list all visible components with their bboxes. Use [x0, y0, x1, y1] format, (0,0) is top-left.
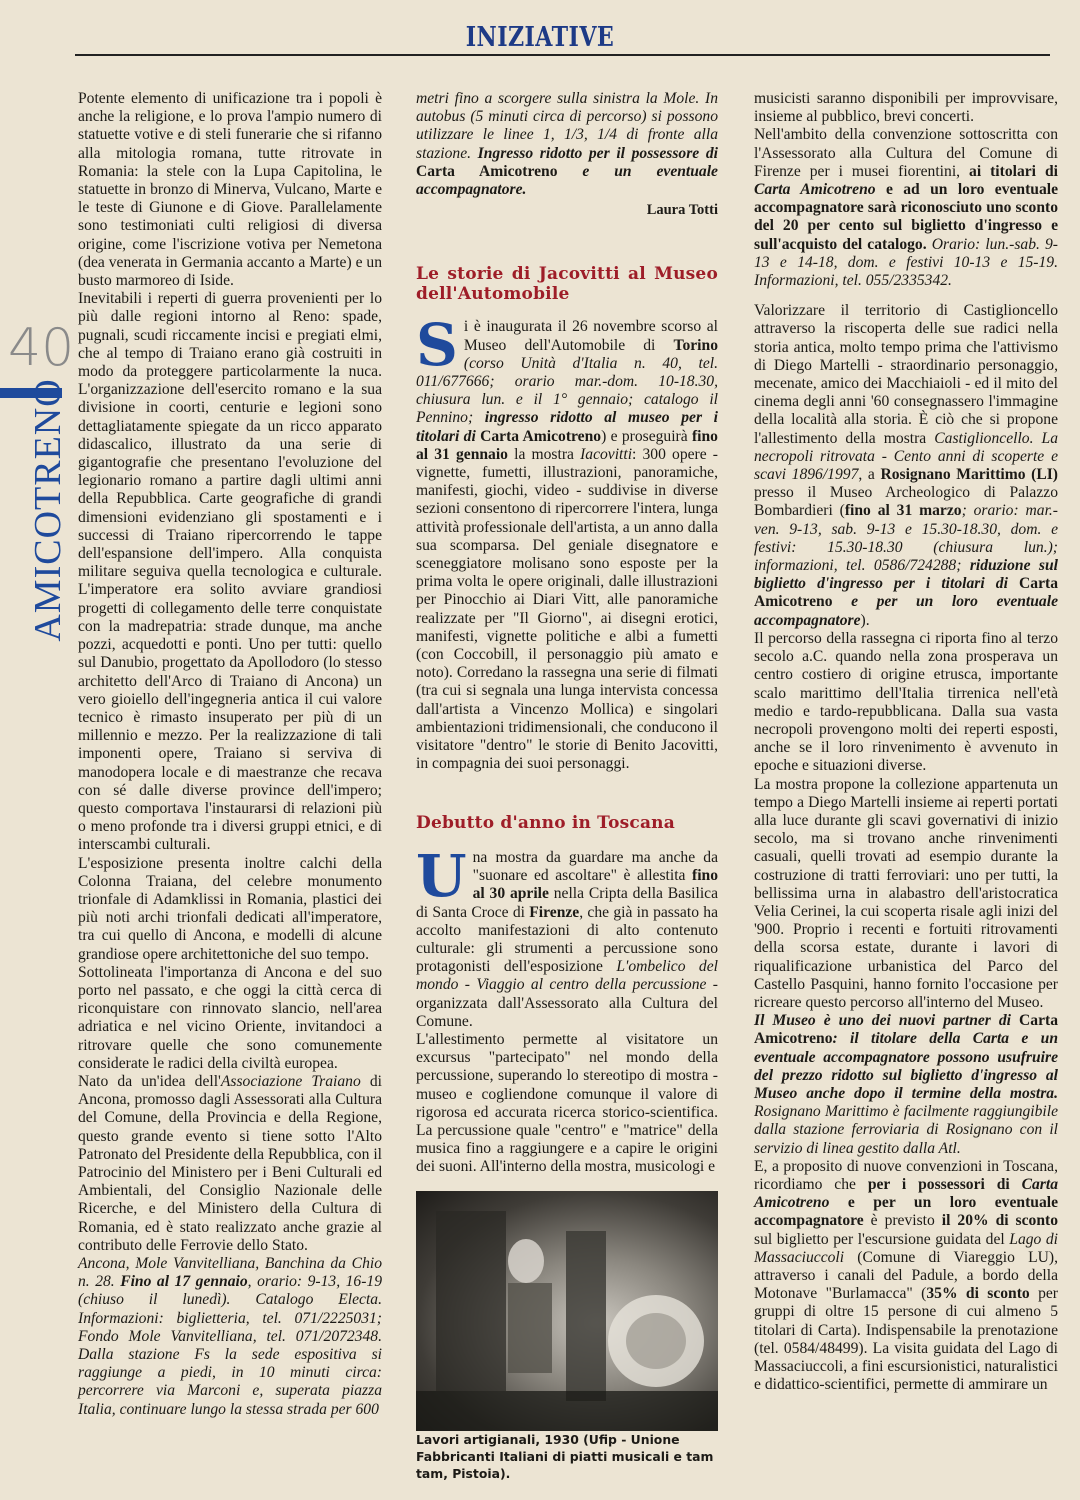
paragraph: Potente elemento di unificazione tra i popoli è anche la religione, e lo prova l'ampio numero di statuette votive e di steli funerarie che si rifanno alla mitologia romana, tutte ritrovate in Romania: la stele con la Lupa Capitolina, le statuette in bronzo di Minerva, Vulcano, Marte e le teste di Giunone e di Giove. Parallelamente sono testimoniati culti religiosi di diversa origine, come l'iscrizione votiva per Nemetona (dea venerata in Germania accanto a Marte) e un busto marmoreo di Iside.: [78, 90, 382, 290]
paragraph: L'allestimento permette al visitatore un excursus "partecipato" nel mondo della percussione, superando lo stereotipo di mostra - museo e cogliendone comunque il valore di rigorosa ed accurata ricerca storico-scientifica. La percussione quale "centro" e "matrice" della musica fino a raggiungere e a capire le origini dei suoni. All'interno della mostra, musicologi e: [416, 1031, 718, 1176]
column-3: [754, 90, 1058, 1394]
paragraph: La mostra propone la collezione appartenuta un tempo a Diego Martelli insieme ai reperti portati alla luce durante gli scavi governativi di inizio secolo, ma si trovano anche rinvenimenti casuali, quelli trovati ad esempio durante la costruzione di tratti ferroviari: uno per tutti, la bellissima urna in alabastro dell'aristocratica Velia Cerinei, la cui scoperta risale agli inizi del '900. Proprio i recenti e fortuiti ritrovamenti della scorsa estate, durante i lavori di riqualificazione urbanistica del Parco del Castello Pasquini, hanno fornito l'occasione per ricreare questo percorso all'interno del Museo.: [754, 775, 1058, 1011]
paragraph: metri fino a scorgere sulla sinistra la Mole. In autobus (5 minuti circa di percorso) si possono utilizzare le linee 1, 1/3, 1/4 di fronte alla stazione. Ingresso ridotto per il possessore di Carta Amicotreno e un eventuale accompagnatore.: [416, 90, 718, 199]
paragraph: Il Museo è uno dei nuovi partner di Carta Amicotreno: il titolare della Carta e un eventuale accompagnatore possono usufruire del prezzo ridotto sul biglietto d'ingresso al Museo anche dopo il termine della mostra. Rosignano Marittimo è facilmente raggiungibile dalla stazione ferroviaria di Rosignano con il servizio di linea gestito dalla Atl.: [754, 1012, 1058, 1157]
article-heading-toscana: Debutto d'anno in Toscana: [416, 812, 675, 833]
section-title: INIZIATIVE: [465, 22, 615, 53]
workshop-photo: [416, 1191, 718, 1431]
paragraph: Nell'ambito della convenzione sottoscritta con l'Assessorato alla Cultura del Comune di Firenze per i musei fiorentini, ai titolari di Carta Amicotreno e ad un loro eventuale accompagnatore sarà riconosciuto uno sconto del 20 per cento sul biglietto d'ingresso e sull'acquisto del catalogo. Orario: lun.-sab. 9-13 e 14-18, dom. e festivi 10-13 e 15-19. Informazioni, tel. 055/2335342.: [754, 126, 1059, 290]
paragraph: L'esposizione presenta inoltre calchi della Colonna Traiana, del celebre monumento trionfale di Adamklissi in Romania, plastici dei più noti archi trionfali dedicati all'imperatore, tra cui quello di Ancona, e modelli di alcune grandiose opere architettoniche del suo tempo.: [78, 854, 382, 963]
column-1: [78, 90, 382, 1419]
paragraph: Il percorso della rassegna ci riporta fino al terzo secolo a.C. quando nella zona prosperava un centro costiero di origine etrusca, importante scalo marittimo dell'Italia tirrenica nell'età medio e tardo-repubblicana. Dalla sua vasta necropoli provengono molti dei reperti esposti, anche se il loro rinvenimento è avvenuto in epoche e situazioni diverse.: [754, 629, 1058, 775]
drop-cap: U: [416, 842, 467, 910]
paragraph: musicisti saranno disponibili per improvvisare, insieme al pubblico, brevi concerti.: [754, 90, 1058, 126]
drop-cap: S: [416, 311, 458, 380]
column-2: [416, 90, 718, 1482]
paragraph: Inevitabili i reperti di guerra provenienti per lo più dalle regioni intorno al Reno: spade, pugnali, scudi riccamente incisi e pregiati elmi, che al tempo di Traiano erano già costruiti in modo da proteggere particolarmente la nuca. L'organizzazione dell'esercito romano e la sua divisione in coorti, centurie e legioni sono dettagliatamente spiegate da un ricco apparato didascalico, illustrato da una serie di gigantografie che presentano l'evoluzione del legionario romano a partire dagli ultimi anni della Repubblica. Carte geografiche di grandi dimensioni evidenziano gli spostamenti e i successi di Traiano ripercorrendo le tappe dell'espansione dell'impero. Alla conquista militare seguiva quella tecnologica e culturale. L'imperatore era solito avviare grandiosi progetti di collegamento delle terre conquistate con la madrepatria: strade dunque, ma anche pozzi, acquedotti e ponti. Uno per tutti: quello sul Danubio, progettato da Apollodoro (lo stesso architetto dell'Arco di Traiano di Ancona) un vero gioiello dell'ingegneria antica il cui valore tecnico è rimasto insuperato per più di un millennio e mezzo. Per la realizzazione di tali imponenti opere, Traiano si serviva di manodopera locale e di maestranze che recava con sé dalle diverse province dell'impero; questo comportava l'instaurarsi di relazioni più o meno profonde tra i diversi gruppi etnici, e di interscambi culturali.: [78, 290, 382, 854]
article-heading-jacovitti: Le storie di Jacovitti al Museo dell'Automobile: [416, 264, 718, 304]
paragraph: Sottolineata l'importanza di Ancona e del suo porto nel passato, e che oggi la città cerca di riconquistare con rinnovato slancio, nell'area adriatica e nel vicino Oriente, invitandoci a ritrovare quelle che sono comunemente considerate le radici della civiltà europea.: [78, 963, 382, 1072]
paragraph: Valorizzare il territorio di Castiglioncello attraverso la riscoperta delle sue radici nella storia antica, molto tempo prima che l'attivismo di Diego Martelli - straordinario personaggio, mecenate, amico dei Macchiaioli - ed il mito del cinema degli anni '60 consegnassero l'immagine della località alla storia. È ciò che si propone l'allestimento della mostra Castiglioncello. La necropoli ritrovata - Cento anni di scoperte e scavi 1896/1997, a Rosignano Marittimo (LI) presso il Museo Archeologico di Palazzo Bombardieri (fino al 31 marzo; orario: mar.-ven. 9-13, sab. 9-13 e 15.30-18.30, dom. e festivi: 15.30-18.30 (chiusura lun.); informazioni, tel. 0586/724288; riduzione sul biglietto d'ingresso per i titolari di Carta Amicotreno e per un loro eventuale accompagnatore).: [754, 302, 1058, 629]
paragraph: Una mostra da guardare ma anche da "suonare ed ascoltare" è allestita fino al 30 aprile nella Cripta della Basilica di Santa Croce di Firenze, che già in passato ha accolto manifestazioni di alto contenuto culturale: gli strumenti a percussione sono protagonisti dell'esposizione L'ombelico del mondo - Viaggio al centro della percussione - organizzata dall'Assessorato alla Cultura del Comune.: [416, 842, 718, 1030]
paragraph: Nato da un'idea dell'Associazione Traiano di Ancona, promosso dagli Assessorati alla Cultura del Comune, della Provincia e della Regione, questo grande evento si tiene sotto l'Alto Patronato del Presidente della Repubblica, con il Patrocinio del Ministero per i Beni Culturali ed Ambientali, del Consiglio Nazionale delle Ricerche, e del Ministero della Cultura di Romania, ed è stato realizzato anche grazie al contributo delle Ferrovie dello Stato.: [78, 1072, 382, 1254]
page-number: 40: [8, 318, 75, 378]
photo-illustration: [416, 1191, 718, 1431]
paragraph: E, a proposito di nuove convenzioni in Toscana, ricordiamo che per i possessori di Carta Amicotreno e per un loro eventuale accompagnatore è previsto il 20% di sconto sul biglietto per l'escursione guidata del Lago di Massaciuccoli (Comune di Viareggio LU), attraverso i canali del Padule, a bordo della Motonave "Burlamacca" (35% di sconto per gruppi di oltre 15 persone di cui almeno 5 titolari di Carta). Indispensabile la prenotazione (tel. 0584/48499). La visita guidata del Lago di Massaciuccoli, a fini escursionistici, naturalistici e didattico-scientifici, permette di ammirare un: [754, 1157, 1059, 1394]
event-info: Ancona, Mole Vanvitelliana, Banchina da Chio n. 28. Fino al 17 gennaio, orario: 9-13, 16-19 (chiuso il lunedì). Catalogo Electa. Informazioni: biglietteria, tel. 071/2225031; Fondo Mole Vanvitelliana, tel. 071/2072348. Dalla stazione Fs la sede espositiva si raggiunge a piedi, in 10 minuti circa: percorrere via Marconi e, superata piazza Italia, continuare lungo la stessa strada per 600: [78, 1255, 382, 1418]
magazine-name: AMICOTRENO: [27, 378, 69, 642]
photo-caption: Lavori artigianali, 1930 (Ufip - Unione Fabbricanti Italiani di piatti musicali e tam tam, Pistoia).: [416, 1431, 714, 1481]
author-signature: Laura Totti: [646, 202, 718, 219]
header-rule: [75, 54, 1050, 56]
paragraph: Si è inaugurata il 26 novembre scorso al Museo dell'Automobile di Torino (corso Unità d'Italia n. 40, tel. 011/677666; orario mar.-dom. 10-18.30, chiusura lun. e il 1° gennaio; catalogo il Pennino; ingresso ridotto al museo per i titolari di Carta Amicotreno) e proseguirà fino al 31 gennaio la mostra Iacovitti: 300 opere - vignette, fumetti, illustrazioni, panoramiche, manifesti, giochi, video - suddivise in diverse sezioni consentono di ripercorrere l'intera, lunga attività professionale dell'artista, a un anno dalla sua scomparsa. Del geniale disegnatore e sceneggiatore molisano sono esposte per la prima volta le opere originali, dalle illustrazioni per Pinocchio ai Diari Vitt, alle panoramiche realizzate per "Il Giorno", ai disegni erotici, manifesti, vignette politiche e albi a fumetti (con Coccobill, il personaggio più amato e noto). Corredano la rassegna una serie di filmati (tra cui si segnala una lunga intervista concessa dall'artista a Vincenzo Mollica) e singolari ambientazioni tridimensionali, che conducono il visitatore "dentro" le storie di Benito Jacovitti, in compagnia dei suoi personaggi.: [416, 311, 718, 773]
